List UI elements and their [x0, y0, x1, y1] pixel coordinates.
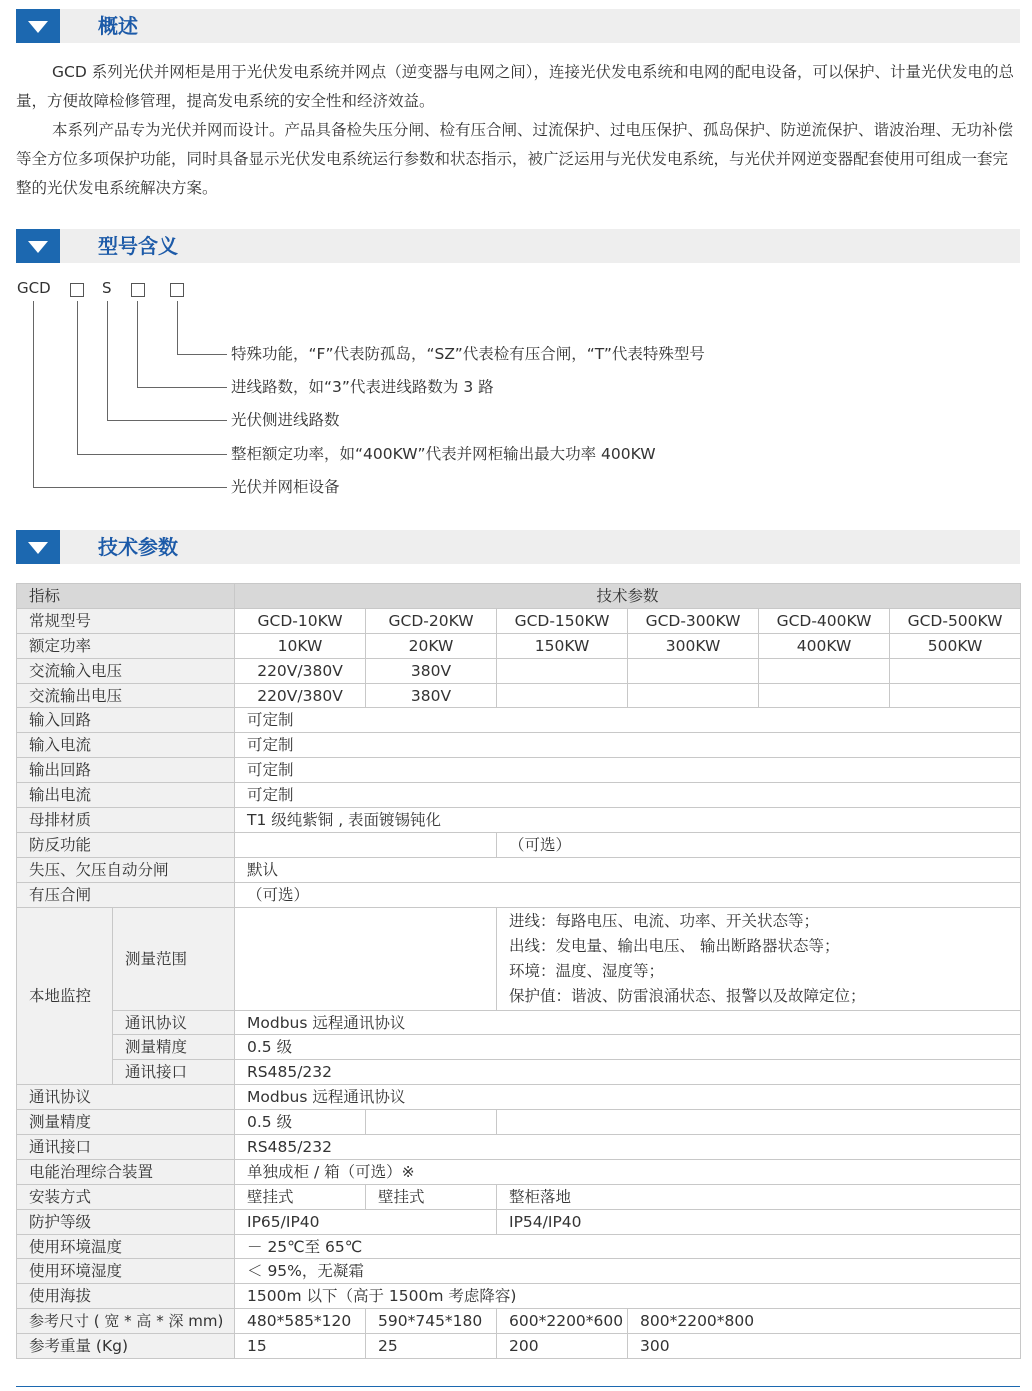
cell: [235, 907, 497, 1010]
row-label: 通讯协议: [113, 1010, 235, 1035]
cell: （可选）: [497, 832, 1021, 857]
cell: 可定制: [235, 783, 1021, 808]
measure-line: 保护值：谐波、防雷浪涌状态、报警以及故障定位；: [509, 986, 866, 1005]
model-prefix: GCD: [17, 279, 51, 297]
cell: 150KW: [497, 633, 628, 658]
table-row: [17, 1010, 1021, 1035]
cell: （可选）: [235, 882, 1021, 907]
model-label-power: 整柜额定功率，如“400KW”代表并网柜输出最大功率 400KW: [231, 445, 656, 463]
row-label: 电能治理综合装置: [17, 1159, 235, 1184]
table-row: [17, 1284, 1021, 1309]
table-row: [17, 1309, 1021, 1334]
table-row: [17, 683, 1021, 708]
cell: 1500m 以下（高于 1500m 考虑降容): [235, 1284, 1021, 1309]
row-label: 测量精度: [113, 1035, 235, 1060]
table-row: [17, 1110, 1021, 1135]
row-label: 通讯接口: [17, 1135, 235, 1160]
cell: － 25℃至 65℃: [235, 1234, 1021, 1259]
cell: 380V: [366, 683, 497, 708]
placeholder-box: [131, 283, 145, 297]
cell: GCD-500KW: [890, 608, 1021, 633]
row-label: 使用环境湿度: [17, 1259, 235, 1284]
cell: 20KW: [366, 633, 497, 658]
cell: 800*2200*800: [628, 1309, 1021, 1334]
model-label-special: 特殊功能，“F”代表防孤岛，“SZ”代表检有压合闸，“T”代表特殊型号: [231, 345, 705, 363]
row-label: 失压、欠压自动分闸: [17, 857, 235, 882]
row-label: 使用环境温度: [17, 1234, 235, 1259]
cell: [366, 1110, 497, 1135]
table-row: [17, 1159, 1021, 1184]
cell: GCD-400KW: [759, 608, 890, 633]
cell: 可定制: [235, 758, 1021, 783]
table-row: [17, 1209, 1021, 1234]
cell: 0.5 级: [235, 1110, 366, 1135]
cell: [759, 683, 890, 708]
row-label: 安装方式: [17, 1184, 235, 1209]
leader-line: [137, 301, 138, 387]
cell: 壁挂式: [235, 1184, 366, 1209]
cell: 600*2200*600: [497, 1309, 628, 1334]
cell: Modbus 远程通讯协议: [235, 1085, 1021, 1110]
header-index: 指标: [17, 584, 235, 609]
table-row: [17, 783, 1021, 808]
triangle-down-icon: [16, 530, 60, 564]
cell: 整柜落地: [497, 1184, 1021, 1209]
row-label: 防护等级: [17, 1209, 235, 1234]
cell: 200: [497, 1334, 628, 1359]
row-label: 测量精度: [17, 1110, 235, 1135]
triangle-down-icon: [16, 229, 60, 263]
cell: 590*745*180: [366, 1309, 497, 1334]
row-label: 输出回路: [17, 758, 235, 783]
cell: 500KW: [890, 633, 1021, 658]
cell: T1 级纯紫铜 , 表面镀锡钝化: [235, 808, 1021, 833]
section-title: 技术参数: [98, 535, 178, 559]
cell: 0.5 级: [235, 1035, 1021, 1060]
section-header-model: [16, 229, 1020, 263]
cell: 10KW: [235, 633, 366, 658]
cell: [497, 907, 1021, 1010]
cell: 15: [235, 1334, 366, 1359]
table-row: [17, 733, 1021, 758]
row-label: 使用海拔: [17, 1284, 235, 1309]
section-header-tech: [16, 530, 1020, 564]
placeholder-box: [70, 283, 84, 297]
table-row: [17, 1035, 1021, 1060]
cell: 300KW: [628, 633, 759, 658]
table-row: [17, 1334, 1021, 1359]
leader-line: [107, 420, 227, 421]
overview-paragraph-1: GCD 系列光伏并网柜是用于光伏发电系统并网点（逆变器与电网之间），连接光伏发电系统和电网的配电设备，可以保护、计量光伏发电的总量，方便故障检修管理，提高发电系统的安全性和经济效益。: [16, 63, 1014, 110]
table-row: [17, 907, 1021, 1010]
overview-paragraph-2: 本系列产品专为光伏并网而设计。产品具备检失压分闸、检有压合闸、过流保护、过电压保护、孤岛保护、防逆流保护、谐波治理、无功补偿等全方位多项保护功能，同时具备显示光伏发电系统运行参数和状态指示，被广泛运用与光伏发电系统，与光伏并网逆变器配套使用可组成一套完整的光伏发电系统解决方案。: [16, 121, 1014, 197]
cell: 220V/380V: [235, 683, 366, 708]
cell: [890, 683, 1021, 708]
cell: [890, 658, 1021, 683]
cell: Modbus 远程通讯协议: [235, 1010, 1021, 1035]
table-row: [17, 1259, 1021, 1284]
cell: 300: [628, 1334, 1021, 1359]
cell: 可定制: [235, 733, 1021, 758]
row-label: 输出电流: [17, 783, 235, 808]
cell: 480*585*120: [235, 1309, 366, 1334]
cell: [497, 683, 628, 708]
cell: [235, 832, 497, 857]
cell: [628, 683, 759, 708]
leader-line: [107, 301, 108, 420]
table-row: [17, 1135, 1021, 1160]
table-row: [17, 832, 1021, 857]
row-label: 输入回路: [17, 708, 235, 733]
cell: 220V/380V: [235, 658, 366, 683]
cell: RS485/232: [235, 1060, 1021, 1085]
row-label: 参考重量 (Kg): [17, 1334, 235, 1359]
leader-line: [137, 387, 227, 388]
leader-line: [77, 454, 227, 455]
table-row: [17, 857, 1021, 882]
leader-line: [77, 301, 78, 454]
row-label: 常规型号: [17, 608, 235, 633]
cell: 默认: [235, 857, 1021, 882]
cell: IP65/IP40: [235, 1209, 497, 1234]
row-label: 交流输出电压: [17, 683, 235, 708]
cell: 380V: [366, 658, 497, 683]
row-label: 参考尺寸 ( 宽 * 高 * 深 mm): [17, 1309, 235, 1334]
row-label: 有压合闸: [17, 882, 235, 907]
row-label: 母排材质: [17, 808, 235, 833]
leader-line: [177, 301, 178, 354]
model-label-pv-lines: 光伏侧进线路数: [231, 411, 340, 429]
row-label: 防反功能: [17, 832, 235, 857]
measure-line: 出线：发电量、输出电压、 输出断路器状态等；: [509, 936, 840, 955]
section-title: 型号含义: [98, 234, 178, 258]
table-row: [17, 1085, 1021, 1110]
table-row: [17, 882, 1021, 907]
triangle-down-icon: [16, 9, 60, 43]
cell: GCD-10KW: [235, 608, 366, 633]
table-row: [17, 584, 1021, 609]
cell: [628, 658, 759, 683]
cell: 400KW: [759, 633, 890, 658]
placeholder-box: [170, 283, 184, 297]
cell: 壁挂式: [366, 1184, 497, 1209]
cell: [497, 1110, 1021, 1135]
table-row: [17, 708, 1021, 733]
row-label: 额定功率: [17, 633, 235, 658]
cell: 25: [366, 1334, 497, 1359]
leader-line: [33, 301, 34, 487]
cell: GCD-150KW: [497, 608, 628, 633]
leader-line: [177, 354, 227, 355]
table-row: [17, 1234, 1021, 1259]
table-row: [17, 1060, 1021, 1085]
table-row: [17, 758, 1021, 783]
leader-line: [33, 487, 227, 488]
row-label: 本地监控: [17, 907, 113, 1085]
cell: 可定制: [235, 708, 1021, 733]
table-row: [17, 808, 1021, 833]
spec-table: [16, 583, 1021, 1359]
row-label: 输入电流: [17, 733, 235, 758]
cell: ＜ 95%，无凝霜: [235, 1259, 1021, 1284]
table-row: [17, 633, 1021, 658]
row-label: 测量范围: [113, 907, 235, 1010]
cell: GCD-300KW: [628, 608, 759, 633]
model-label-device: 光伏并网柜设备: [231, 478, 340, 496]
row-label: 通讯协议: [17, 1085, 235, 1110]
row-label: 交流输入电压: [17, 658, 235, 683]
cell: [497, 658, 628, 683]
measure-line: 进线：每路电压、电流、功率、开关状态等；: [509, 911, 820, 930]
section-title: 概述: [98, 14, 138, 38]
bottom-divider: [16, 1386, 1020, 1387]
section-header-overview: [16, 9, 1020, 43]
model-label-inlines: 进线路数，如“3”代表进线路数为 3 路: [231, 378, 494, 396]
overview-text: [16, 58, 1022, 203]
table-row: [17, 1184, 1021, 1209]
cell: RS485/232: [235, 1135, 1021, 1160]
measure-line: 环境：温度、湿度等；: [509, 961, 665, 980]
row-label: 通讯接口: [113, 1060, 235, 1085]
model-s-letter: S: [102, 279, 112, 297]
cell: [759, 658, 890, 683]
table-row: [17, 608, 1021, 633]
cell: IP54/IP40: [497, 1209, 1021, 1234]
header-params: 技术参数: [235, 584, 1021, 609]
cell: 单独成柜 / 箱（可选）※: [235, 1159, 1021, 1184]
table-row: [17, 658, 1021, 683]
cell: GCD-20KW: [366, 608, 497, 633]
